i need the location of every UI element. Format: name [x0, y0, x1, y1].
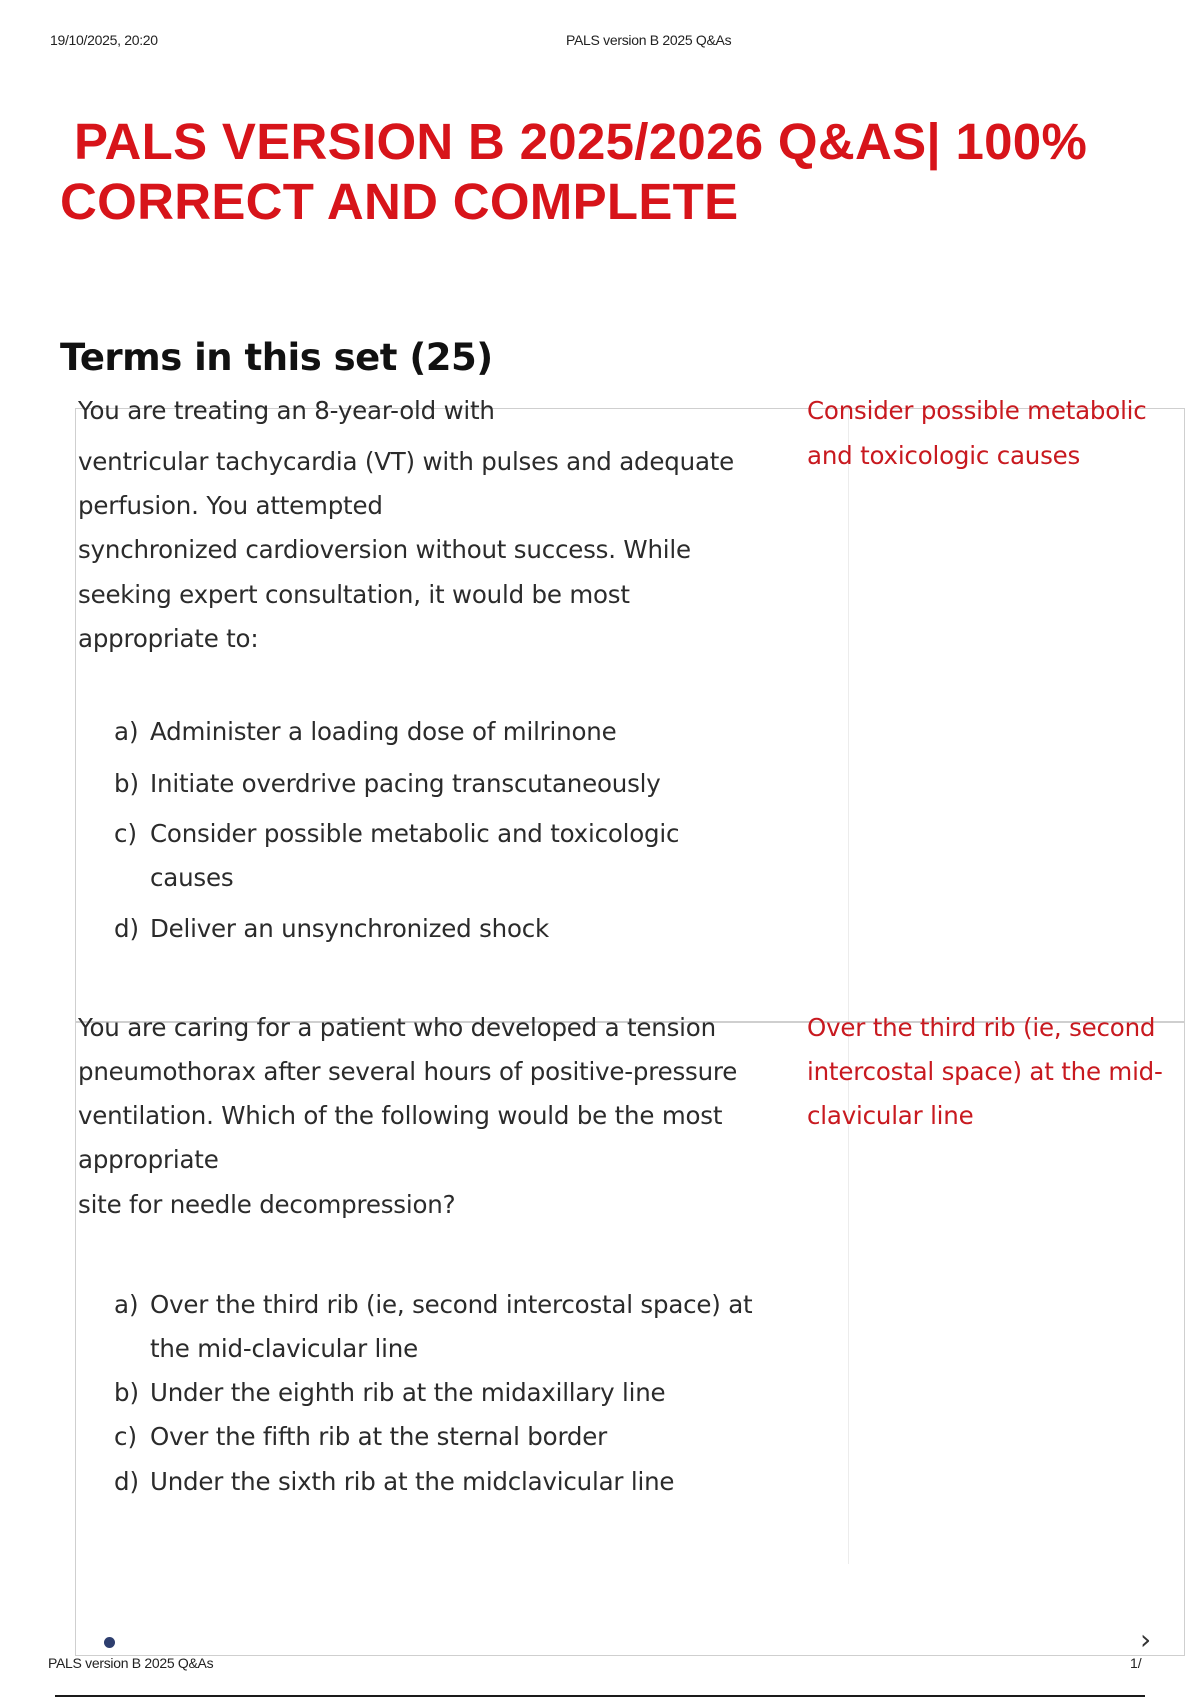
option-text: Initiate overdrive pacing transcutaneously [150, 769, 661, 798]
terms-heading: Terms in this set (25) [60, 336, 493, 379]
option-letter: c) [114, 819, 138, 848]
document-title-line-2: CORRECT AND COMPLETE [60, 173, 739, 230]
option-letter: b) [114, 769, 140, 798]
question-line: appropriate [78, 1145, 219, 1174]
document-title [60, 112, 1140, 232]
print-footer [0, 1655, 1200, 1695]
question-line: You are treating an 8-year-old with [78, 396, 495, 425]
answer-line: clavicular line [807, 1101, 974, 1130]
question-line: perfusion. You attempted [78, 491, 383, 520]
term-card-2[interactable] [76, 1013, 1184, 1583]
answer-line: Consider possible metabolic [807, 396, 1147, 425]
answer-line: Over the third rib (ie, second [807, 1013, 1156, 1042]
option-text: Consider possible metabolic and toxicologic [150, 819, 680, 848]
question-line: ventilation. Which of the following would be the most [78, 1101, 723, 1130]
option-letter: b) [114, 1378, 140, 1407]
print-page-title: PALS version B 2025 Q&As [566, 32, 732, 48]
option-letter: d) [114, 914, 140, 943]
question-line: seeking expert consultation, it would be most [78, 580, 630, 609]
option-text-continued: the mid-clavicular line [150, 1334, 418, 1363]
option-letter: d) [114, 1467, 140, 1496]
document-title-line-1: PALS VERSION B 2025/2026 Q&AS| 100% [74, 113, 1088, 170]
question-line: ventricular tachycardia (VT) with pulses and adequate [78, 447, 735, 476]
question-line: You are caring for a patient who developed a tension [78, 1013, 716, 1042]
option-text: Under the sixth rib at the midclavicular line [150, 1467, 675, 1496]
option-text: Over the fifth rib at the sternal border [150, 1422, 607, 1451]
option-letter: a) [114, 1290, 139, 1319]
term-card-1[interactable] [76, 396, 1184, 1021]
option-text: Deliver an unsynchronized shock [150, 914, 550, 943]
option-letter: a) [114, 717, 139, 746]
option-text: Administer a loading dose of milrinone [150, 717, 617, 746]
footer-page-title: PALS version B 2025 Q&As [48, 1655, 214, 1671]
option-text: Over the third rib (ie, second intercostal space) at [150, 1290, 753, 1319]
chevron-right-icon[interactable]: › [1140, 1623, 1152, 1656]
option-text-continued: causes [150, 863, 234, 892]
footer-rule [55, 1695, 1145, 1697]
footer-page-number: 1/ [1130, 1655, 1142, 1671]
bullet-dot-icon [104, 1637, 115, 1648]
answer-line: intercostal space) at the mid- [807, 1057, 1163, 1086]
option-letter: c) [114, 1422, 138, 1451]
question-line: synchronized cardioversion without success. While [78, 535, 691, 564]
option-text: Under the eighth rib at the midaxillary line [150, 1378, 666, 1407]
terms-list [75, 396, 1185, 1656]
question-line: pneumothorax after several hours of positive-pressure [78, 1057, 738, 1086]
answer-line: and toxicologic causes [807, 441, 1081, 470]
question-line: site for needle decompression? [78, 1190, 456, 1219]
print-header [0, 32, 1200, 52]
print-datetime: 19/10/2025, 20:20 [50, 32, 158, 48]
question-line: appropriate to: [78, 624, 259, 653]
